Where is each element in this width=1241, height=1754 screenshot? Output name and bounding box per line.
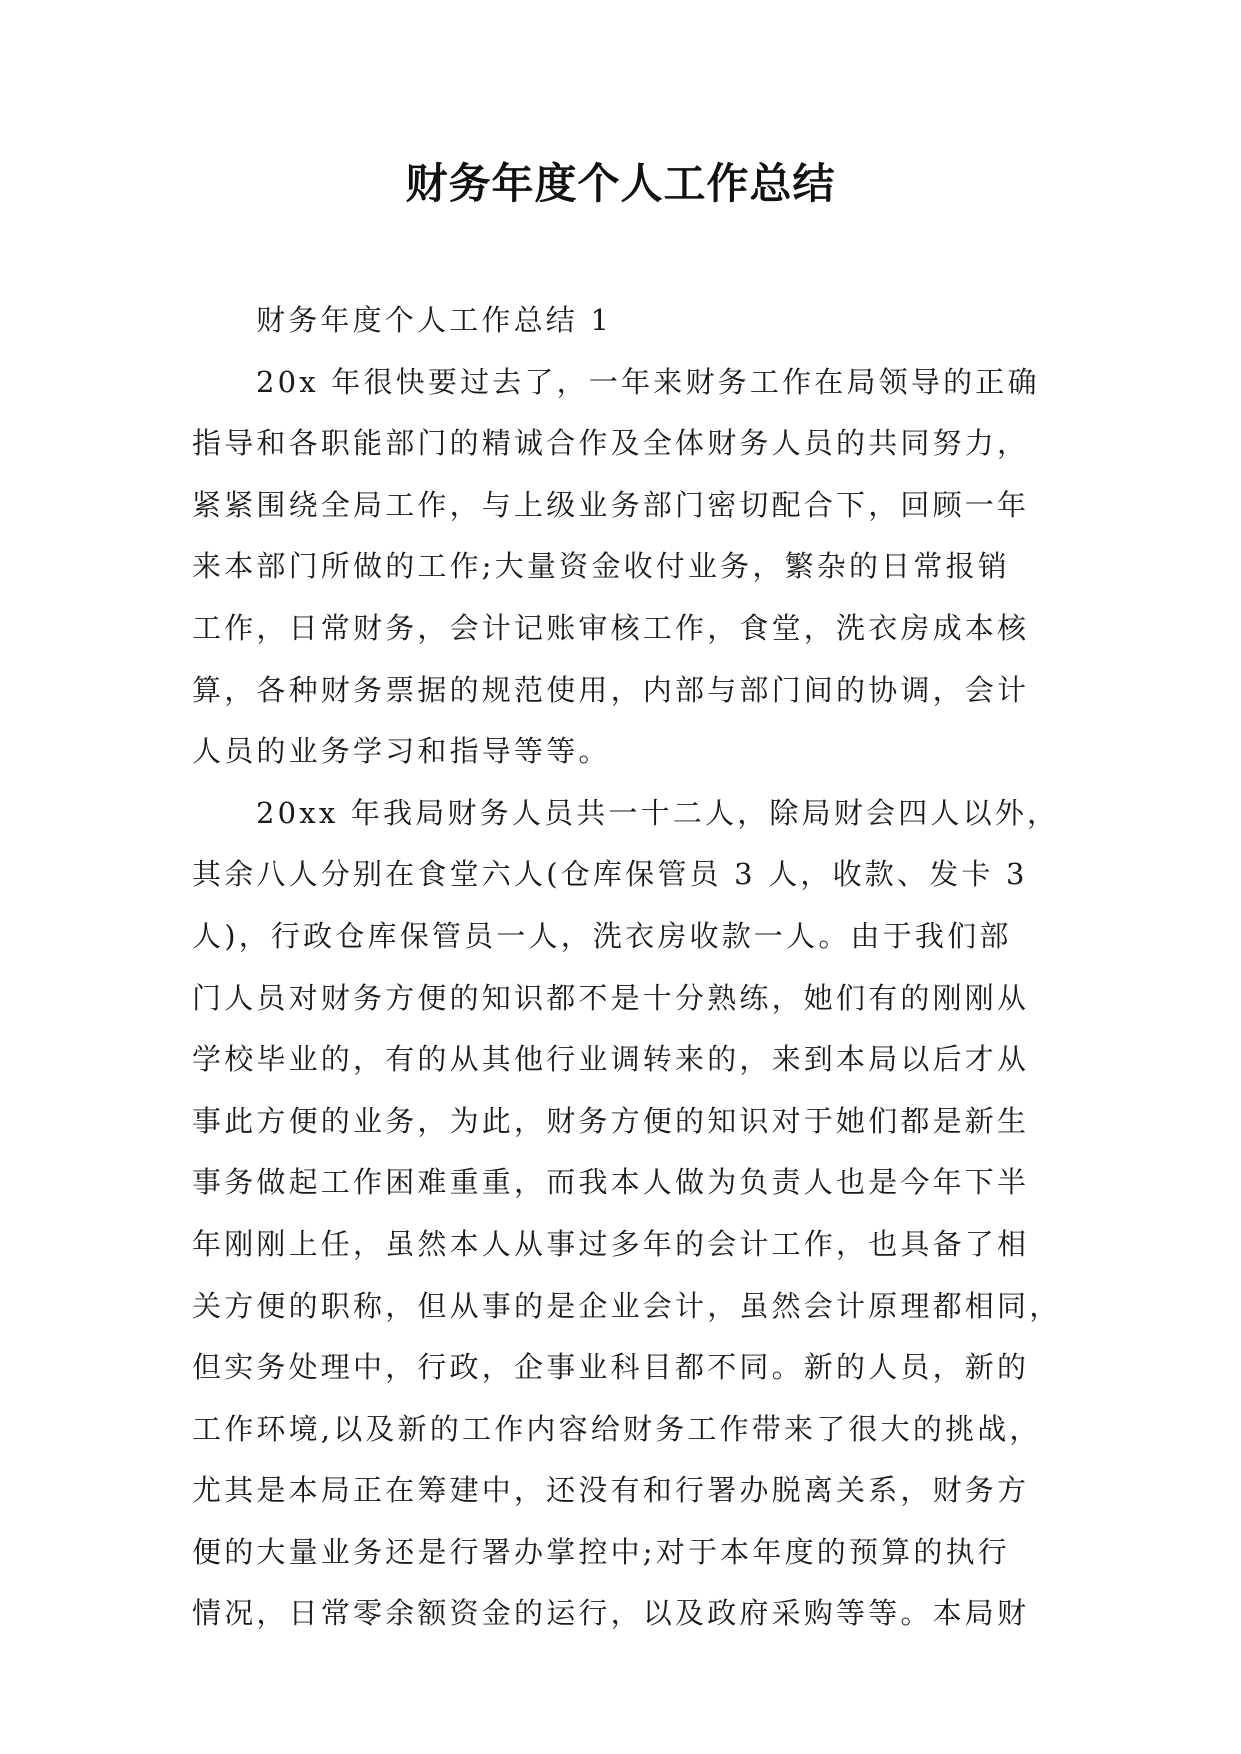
paragraph-line: 人员的业务学习和指导等等。: [192, 734, 611, 769]
paragraph-line: 门人员对财务方便的知识都不是十分熟练，她们有的刚刚从: [192, 980, 1030, 1015]
paragraph-line: 人)，行政仓库保管员一人，洗衣房收款一人。由于我们部: [192, 918, 1012, 953]
paragraph-line: 算，各种财务票据的规范使用，内部与部门间的协调，会计: [192, 672, 1030, 707]
section-heading: 财务年度个人工作总结 1: [256, 303, 613, 337]
paragraph-line: 指导和各职能部门的精诚合作及全体财务人员的共同努力，: [192, 426, 1030, 461]
paragraph-line: 紧紧围绕全局工作，与上级业务部门密切配合下，回顾一年: [192, 487, 1030, 522]
document-title: 财务年度个人工作总结: [405, 159, 836, 208]
paragraph-line: 年刚刚上任，虽然本人从事过多年的会计工作，也具备了相: [192, 1226, 1030, 1261]
document-body: [192, 290, 1062, 1645]
paragraph-line: 20xx 年我局财务人员共一十二人，除局财会四人以外，: [256, 795, 1060, 830]
paragraph-line: 尤其是本局正在筹建中，还没有和行署办脱离关系，财务方: [192, 1473, 1030, 1508]
paragraph-line: 工作环境,以及新的工作内容给财务工作带来了很大的挑战，: [192, 1411, 1042, 1446]
paragraph-line: 其余八人分别在食堂六人(仓库保管员 3 人，收款、发卡 3: [192, 857, 1028, 892]
paragraph-line: 事此方便的业务，为此，财务方便的知识对于她们都是新生: [192, 1103, 1030, 1138]
paragraph-line: 便的大量业务还是行署办掌控中;对于本年度的预算的执行: [192, 1534, 1010, 1569]
paragraph-line: 事务做起工作困难重重，而我本人做为负责人也是今年下半: [192, 1165, 1030, 1200]
paragraph-line: 情况，日常零余额资金的运行，以及政府采购等等。本局财: [192, 1596, 1030, 1631]
paragraph-line: 工作，日常财务，会计记账审核工作，食堂，洗衣房成本核: [192, 610, 1030, 645]
paragraph-line: 但实务处理中，行政，企事业科目都不同。新的人员，新的: [192, 1350, 1030, 1385]
paragraph-line: 来本部门所做的工作;大量资金收付业务，繁杂的日常报销: [192, 549, 1010, 584]
paragraph-line: 20x 年很快要过去了，一年来财务工作在局领导的正确: [256, 364, 1040, 399]
paragraph-line: 关方便的职称，但从事的是企业会计，虽然会计原理都相同，: [192, 1288, 1062, 1323]
paragraph-line: 学校毕业的，有的从其他行业调转来的，来到本局以后才从: [192, 1042, 1030, 1077]
